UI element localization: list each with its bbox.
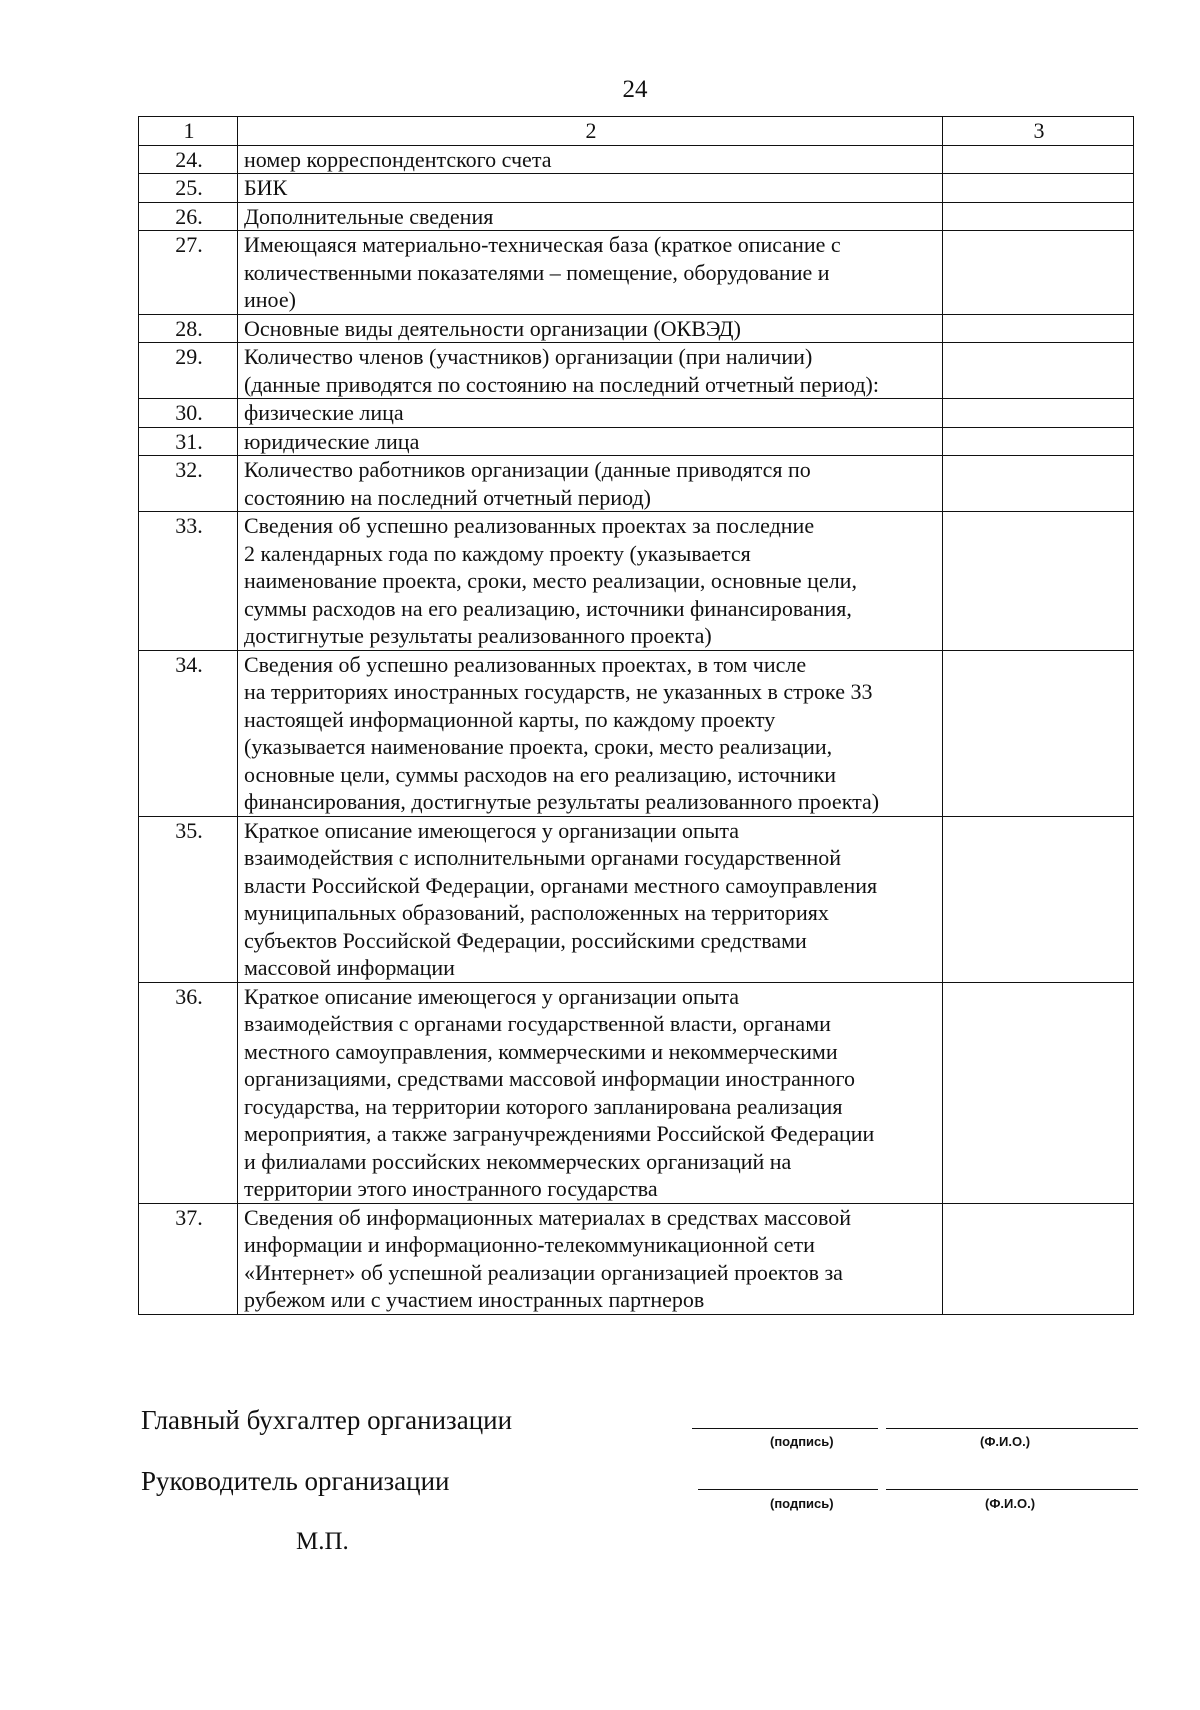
- table-row: [139, 399, 1134, 428]
- row-description: [238, 399, 943, 428]
- row-description: [238, 1203, 943, 1314]
- chief-accountant-label: Главный бухгалтер организации: [141, 1405, 513, 1435]
- row-value-cell[interactable]: [943, 399, 1134, 428]
- description-line: БИК: [244, 175, 288, 200]
- description-line: основные цели, суммы расходов на его реализацию, источники: [244, 761, 837, 787]
- row-number: 28.: [139, 314, 238, 343]
- row-description: [238, 145, 943, 174]
- table-row: [139, 427, 1134, 456]
- description-line: Краткое описание имеющегося у организации опыта: [244, 817, 740, 843]
- description-line: «Интернет» об успешной реализации организацией проектов за: [244, 1259, 843, 1285]
- description-line: (данные приводятся по состоянию на последний отчетный период):: [244, 371, 879, 397]
- description-line: массовой информации: [244, 955, 455, 980]
- description-line: государства, на территории которого запланирована реализация: [244, 1093, 843, 1119]
- row-number: 31.: [139, 427, 238, 456]
- description-line: Краткое описание имеющегося у организации опыта: [244, 983, 740, 1009]
- row-number: 27.: [139, 231, 238, 315]
- row-description: [238, 982, 943, 1203]
- row-value-cell[interactable]: [943, 512, 1134, 651]
- table-header-row: [139, 117, 1134, 146]
- row-value-cell[interactable]: [943, 145, 1134, 174]
- row-value-cell[interactable]: [943, 1203, 1134, 1314]
- row-description: [238, 512, 943, 651]
- table-row: [139, 1203, 1134, 1314]
- description-line: власти Российской Федерации, органами местного самоуправления: [244, 872, 878, 898]
- table-row: [139, 816, 1134, 982]
- row-description: [238, 456, 943, 512]
- description-line: юридические лица: [244, 428, 420, 454]
- description-line: Сведения об успешно реализованных проектах, в том числе: [244, 651, 807, 677]
- table-row: [139, 512, 1134, 651]
- row-number: 37.: [139, 1203, 238, 1314]
- row-value-cell[interactable]: [943, 427, 1134, 456]
- row-number: 36.: [139, 982, 238, 1203]
- description-line: (указывается наименование проекта, сроки, место реализации,: [244, 734, 833, 759]
- row-description: [238, 427, 943, 456]
- table-row: [139, 231, 1134, 315]
- row-number: 25.: [139, 174, 238, 203]
- description-line: суммы расходов на его реализацию, источники финансирования,: [244, 595, 852, 621]
- row-value-cell[interactable]: [943, 982, 1134, 1203]
- description-line: Основные виды деятельности организации (ОКВЭД): [244, 315, 741, 341]
- row-number: 33.: [139, 512, 238, 651]
- description-line: муниципальных образований, расположенных на территориях: [244, 900, 829, 925]
- row-number: 32.: [139, 456, 238, 512]
- row-description: [238, 174, 943, 203]
- table-row: [139, 456, 1134, 512]
- director-name-line[interactable]: [886, 1489, 1138, 1490]
- accountant-signature-line[interactable]: [692, 1428, 878, 1429]
- row-description: [238, 231, 943, 315]
- director-label: Руководитель организации: [141, 1466, 450, 1496]
- row-number: 35.: [139, 816, 238, 982]
- row-value-cell[interactable]: [943, 202, 1134, 231]
- row-value-cell[interactable]: [943, 343, 1134, 399]
- accountant-name-line[interactable]: [886, 1428, 1138, 1429]
- description-line: Имеющаяся материально-техническая база (краткое описание с: [244, 232, 841, 257]
- description-line: информации и информационно-телекоммуникационной сети: [244, 1232, 815, 1257]
- table-row: [139, 343, 1134, 399]
- row-number: 26.: [139, 202, 238, 231]
- description-line: настоящей информационной карты, по каждому проекту: [244, 706, 776, 732]
- row-description: [238, 314, 943, 343]
- table-row: [139, 145, 1134, 174]
- row-description: [238, 202, 943, 231]
- row-value-cell[interactable]: [943, 174, 1134, 203]
- description-line: наименование проекта, сроки, место реализации, основные цели,: [244, 568, 857, 593]
- director-signature-caption: (подпись): [770, 1496, 834, 1511]
- description-line: местного самоуправления, коммерческими и некоммерческими: [244, 1038, 838, 1064]
- description-line: финансирования, достигнутые результаты реализованного проекта): [244, 789, 880, 814]
- description-line: номер корреспондентского счета: [244, 146, 552, 172]
- description-line: Количество членов (участников) организации (при наличии): [244, 344, 813, 369]
- description-line: количественными показателями – помещение, оборудование и: [244, 259, 830, 285]
- description-line: мероприятия, а также загранучреждениями Российской Федерации: [244, 1121, 875, 1146]
- description-line: Сведения об информационных материалах в средствах массовой: [244, 1204, 852, 1230]
- description-line: Дополнительные сведения: [244, 203, 494, 229]
- row-value-cell[interactable]: [943, 816, 1134, 982]
- description-line: и филиалами российских некоммерческих организаций на: [244, 1148, 792, 1174]
- description-line: Количество работников организации (данные приводятся по: [244, 457, 811, 482]
- table-row: [139, 174, 1134, 203]
- description-line: субъектов Российской Федерации, российскими средствами: [244, 927, 807, 953]
- description-line: взаимодействия с органами государственной власти, органами: [244, 1011, 831, 1036]
- table-row: [139, 650, 1134, 816]
- table-row: [139, 314, 1134, 343]
- row-number: 29.: [139, 343, 238, 399]
- description-line: взаимодействия с исполнительными органами государственной: [244, 845, 842, 870]
- header-col-3: 3: [943, 117, 1134, 146]
- director-signature-line[interactable]: [698, 1489, 878, 1490]
- description-line: 2 календарных года по каждому проекту (указывается: [244, 540, 751, 566]
- description-line: состоянию на последний отчетный период): [244, 484, 651, 510]
- description-line: на территориях иностранных государств, не указанных в строке 33: [244, 679, 873, 704]
- page-number: 24: [622, 76, 648, 103]
- row-number: 24.: [139, 145, 238, 174]
- table-row: [139, 202, 1134, 231]
- description-line: физические лица: [244, 400, 404, 425]
- accountant-signature-caption: (подпись): [770, 1434, 834, 1449]
- row-value-cell[interactable]: [943, 314, 1134, 343]
- header-col-2: 2: [238, 117, 943, 146]
- row-value-cell[interactable]: [943, 650, 1134, 816]
- description-line: территории этого иностранного государства: [244, 1176, 658, 1201]
- row-value-cell[interactable]: [943, 231, 1134, 315]
- row-number: 30.: [139, 399, 238, 428]
- accountant-name-caption: (Ф.И.О.): [980, 1434, 1031, 1449]
- description-line: иное): [244, 287, 296, 312]
- row-description: [238, 816, 943, 982]
- director-name-caption: (Ф.И.О.): [985, 1496, 1036, 1511]
- info-card-table: [138, 116, 1134, 1315]
- table-row: [139, 982, 1134, 1203]
- row-value-cell[interactable]: [943, 456, 1134, 512]
- description-line: Сведения об успешно реализованных проектах за последние: [244, 513, 815, 538]
- description-line: рубежом или с участием иностранных партнеров: [244, 1287, 705, 1312]
- description-line: достигнутые результаты реализованного проекта): [244, 623, 712, 648]
- row-description: [238, 343, 943, 399]
- description-line: организациями, средствами массовой информации иностранного: [244, 1066, 855, 1091]
- row-description: [238, 650, 943, 816]
- stamp-placeholder: М.П.: [296, 1528, 349, 1555]
- header-col-1: 1: [139, 117, 238, 146]
- row-number: 34.: [139, 650, 238, 816]
